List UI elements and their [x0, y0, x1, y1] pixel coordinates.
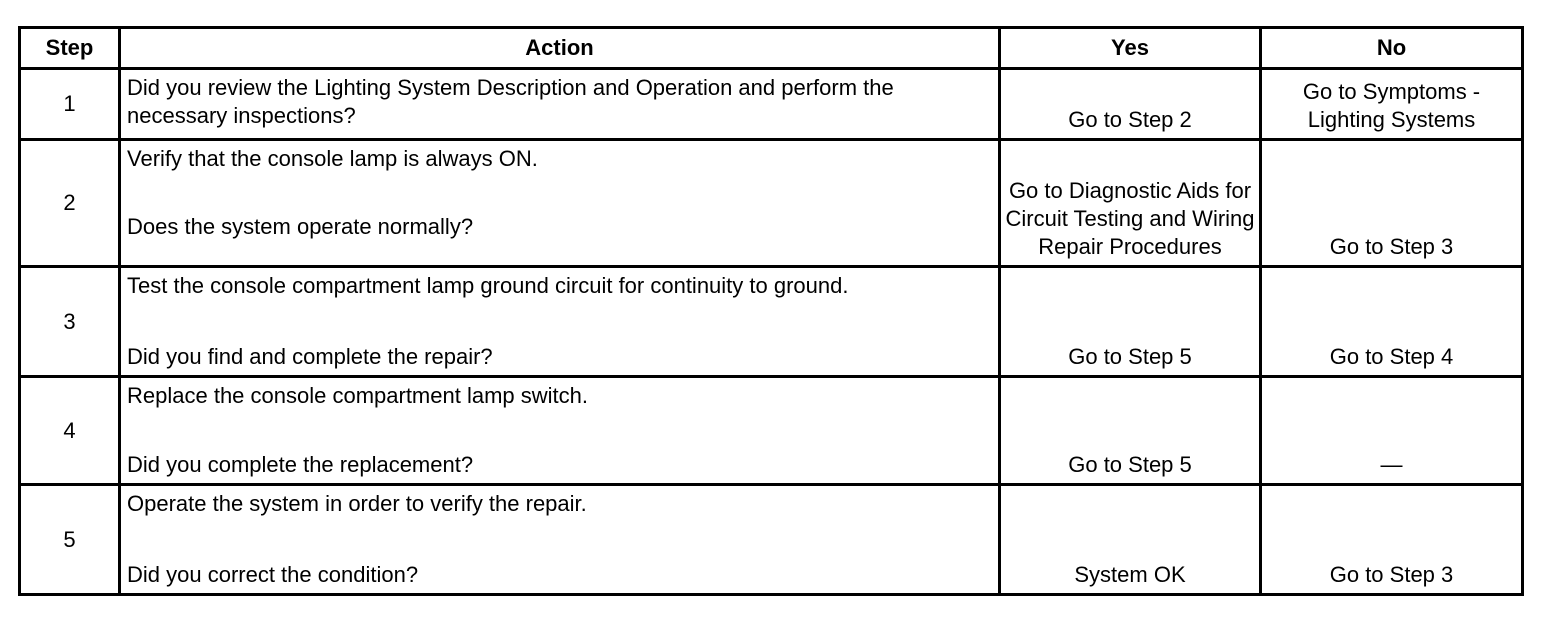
header-action: Action: [120, 28, 1000, 69]
action-instruction: Operate the system in order to verify the repair.: [127, 491, 587, 516]
yes-result: Go to Step 5: [1000, 377, 1261, 485]
header-row: [20, 28, 1523, 69]
action-cell: [120, 485, 1000, 595]
table-row: [20, 69, 1523, 140]
diagnostic-table: [18, 26, 1524, 596]
action-cell: [120, 140, 1000, 267]
yes-result: System OK: [1000, 485, 1261, 595]
step-number: 5: [20, 485, 120, 595]
step-number: 4: [20, 377, 120, 485]
action-question: Did you complete the replacement?: [127, 452, 474, 477]
yes-result: Go to Diagnostic Aids for Circuit Testing and Wiring Repair Procedures: [1000, 140, 1261, 267]
step-number: 3: [20, 267, 120, 377]
action-cell: [120, 377, 1000, 485]
action-cell: [120, 69, 1000, 140]
action-cell: [120, 267, 1000, 377]
table-row: [20, 377, 1523, 485]
action-question: Did you correct the condition?: [127, 562, 419, 587]
step-number: 1: [20, 69, 120, 140]
action-question: Did you find and complete the repair?: [127, 344, 493, 369]
step-number: 2: [20, 140, 120, 267]
header-no: No: [1261, 28, 1523, 69]
yes-result: Go to Step 5: [1000, 267, 1261, 377]
no-result: Go to Step 3: [1261, 140, 1523, 267]
action-question: Does the system operate normally?: [127, 214, 474, 239]
action-instruction: Replace the console compartment lamp switch.: [127, 383, 588, 408]
table-row: [20, 485, 1523, 595]
action-instruction: Verify that the console lamp is always ON.: [127, 146, 538, 171]
header-step: Step: [20, 28, 120, 69]
no-result: Go to Symptoms - Lighting Systems: [1261, 69, 1523, 140]
no-result: —: [1261, 377, 1523, 485]
table-row: [20, 267, 1523, 377]
action-instruction: Test the console compartment lamp ground circuit for continuity to ground.: [127, 273, 849, 298]
yes-result: Go to Step 2: [1000, 69, 1261, 140]
action-instruction: Did you review the Lighting System Description and Operation and perform the necessary inspections?: [127, 75, 894, 128]
no-result: Go to Step 3: [1261, 485, 1523, 595]
no-result: Go to Step 4: [1261, 267, 1523, 377]
header-yes: Yes: [1000, 28, 1261, 69]
table-row: [20, 140, 1523, 267]
